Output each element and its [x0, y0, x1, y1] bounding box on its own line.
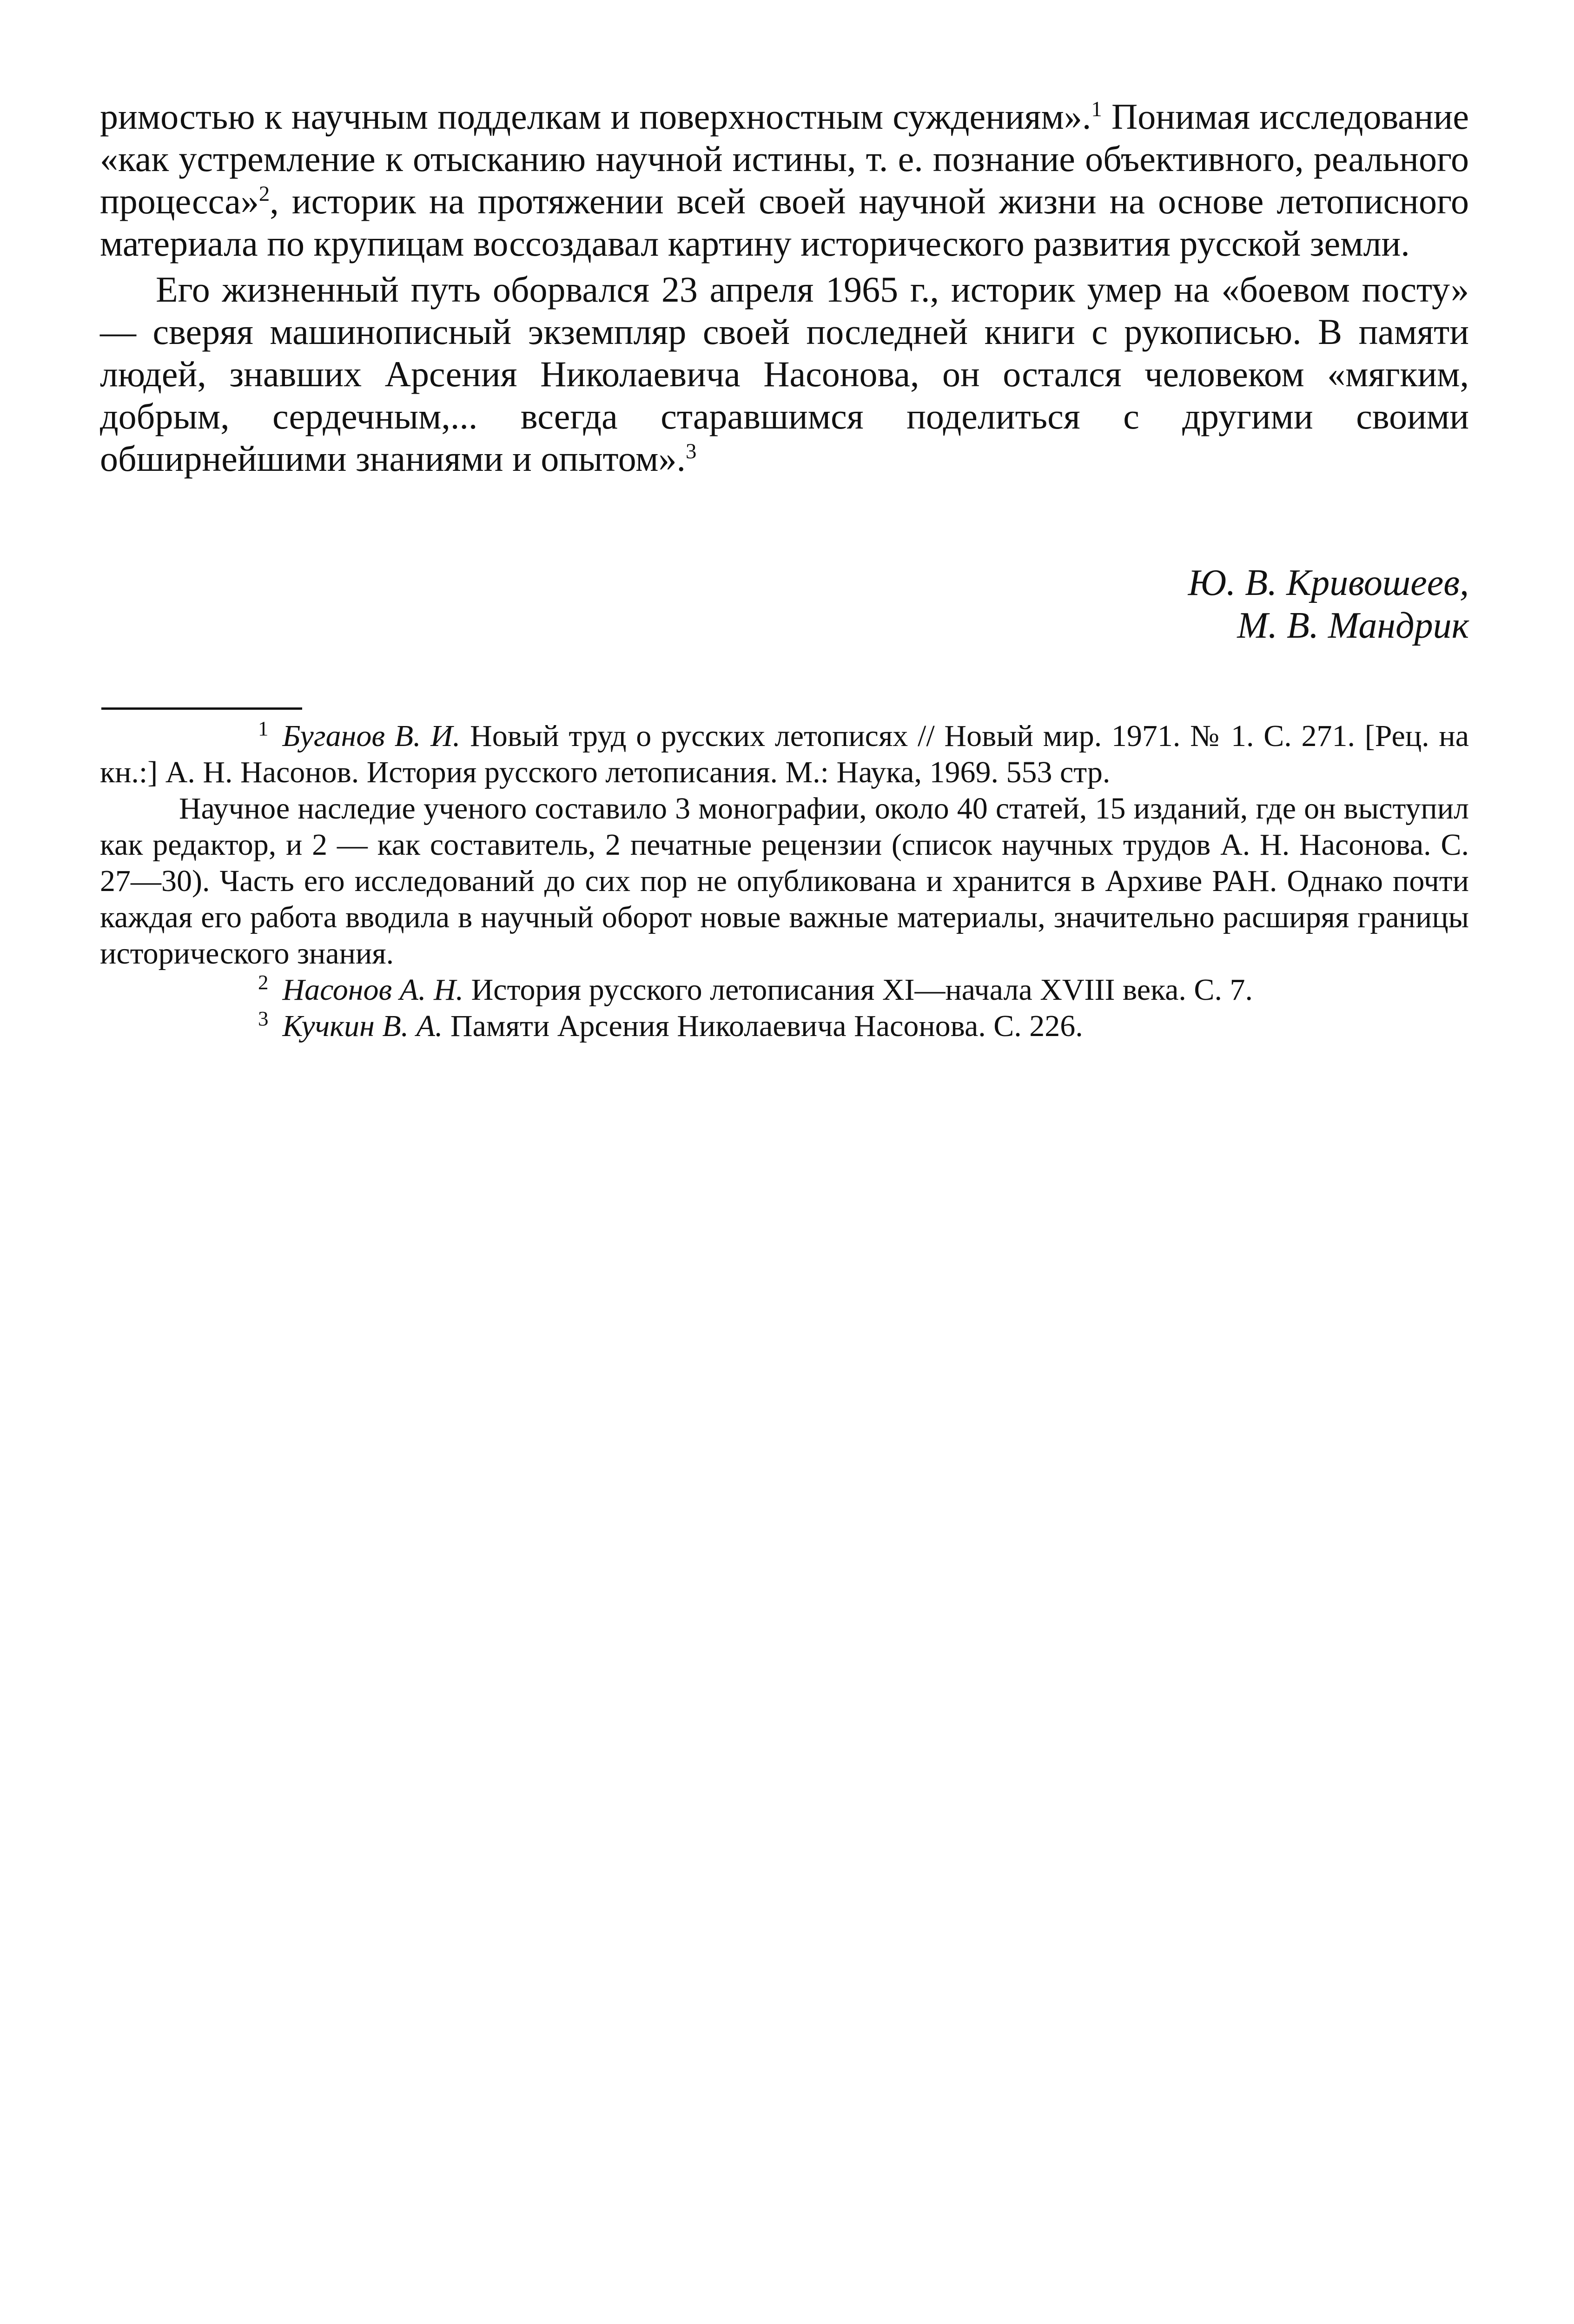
footnote-2: 2 Насонов А. Н. История русского летописания XI—начала XVIII века. С. 7. — [258, 971, 1253, 1007]
footnote-divider — [101, 707, 302, 710]
footnote-1-note: Научное наследие ученого составило 3 монографии, около 40 статей, 15 изданий, где он выступил как редактор, и 2 — как составитель, 2 печатные рецензии (список научных трудов А. Н. Насонова. С. 27—30). Часть его исследований до сих пор не опубликована и хранится в Архиве РАН. Однако почти каждая его работа вводила в научный оборот новые важные материалы, значительно расширяя границы исторического знания. — [100, 792, 1469, 971]
paragraph-1 — [100, 95, 1469, 264]
author-2: М. В. Мандрик — [1237, 605, 1469, 646]
footnote-3-author: Кучкин В. А. — [282, 1009, 443, 1043]
paragraph-1-text-2: Понимая исследование «как устремление к отысканию научной истины, т. е. познание объективного, реального процесса» — [100, 96, 1469, 221]
footnote-3: 3 Кучкин В. А. Памяти Арсения Николаевича Насонова. С. 226. — [258, 1007, 1083, 1043]
footnote-1-text: Новый труд о русских летописях // Новый мир. 1971. № 1. С. 271. [Рец. на кн.:] А. Н. Насонов. История русского летописания. М.: Наука, 1969. 553 стр. — [100, 719, 1469, 789]
footnote-3-text: Памяти Арсения Николаевича Насонова. С. 226. — [443, 1009, 1083, 1043]
footnote-ref-3: 3 — [685, 439, 697, 463]
main-text — [100, 95, 1469, 480]
footnotes — [100, 718, 1469, 1044]
footnote-2-text: История русского летописания XI—начала XVIII века. С. 7. — [463, 973, 1253, 1007]
author-1: Ю. В. Кривошеев, — [1188, 562, 1469, 603]
author-signature — [1188, 561, 1469, 647]
footnote-2-author: Насонов А. Н. — [282, 973, 464, 1007]
footnote-1-author: Буганов В. И. — [282, 719, 461, 753]
footnote-ref-1: 1 — [1091, 97, 1102, 121]
footnote-ref-2: 2 — [258, 182, 270, 206]
paragraph-1-text: римостью к научным подделкам и поверхностным суждениям». — [100, 96, 1091, 137]
paragraph-2-text: Его жизненный путь оборвался 23 апреля 1965 г., историк умер на «боевом посту» — сверяя машинописный экземпляр своей последней книги с рукописью. В памяти людей, знавших Арсения Николаевича Насонова, он остался человеком «мягким, добрым, сердечным,... всегда старавшимся поделиться с другими своими обширнейшими знаниями и опытом». — [100, 269, 1469, 479]
paragraph-1-text-3: , историк на протяжении всей своей научной жизни на основе летописного материала по крупицам воссоздавал картину исторического развития русской земли. — [100, 181, 1469, 264]
paragraph-2 — [100, 268, 1469, 480]
footnote-1: 1 Буганов В. И. Новый труд о русских летописях // Новый мир. 1971. № 1. С. 271. [Рец. на кн.:] А. Н. Насонов. История русского летописания. М.: Наука, 1969. 553 стр. — [100, 717, 1469, 789]
